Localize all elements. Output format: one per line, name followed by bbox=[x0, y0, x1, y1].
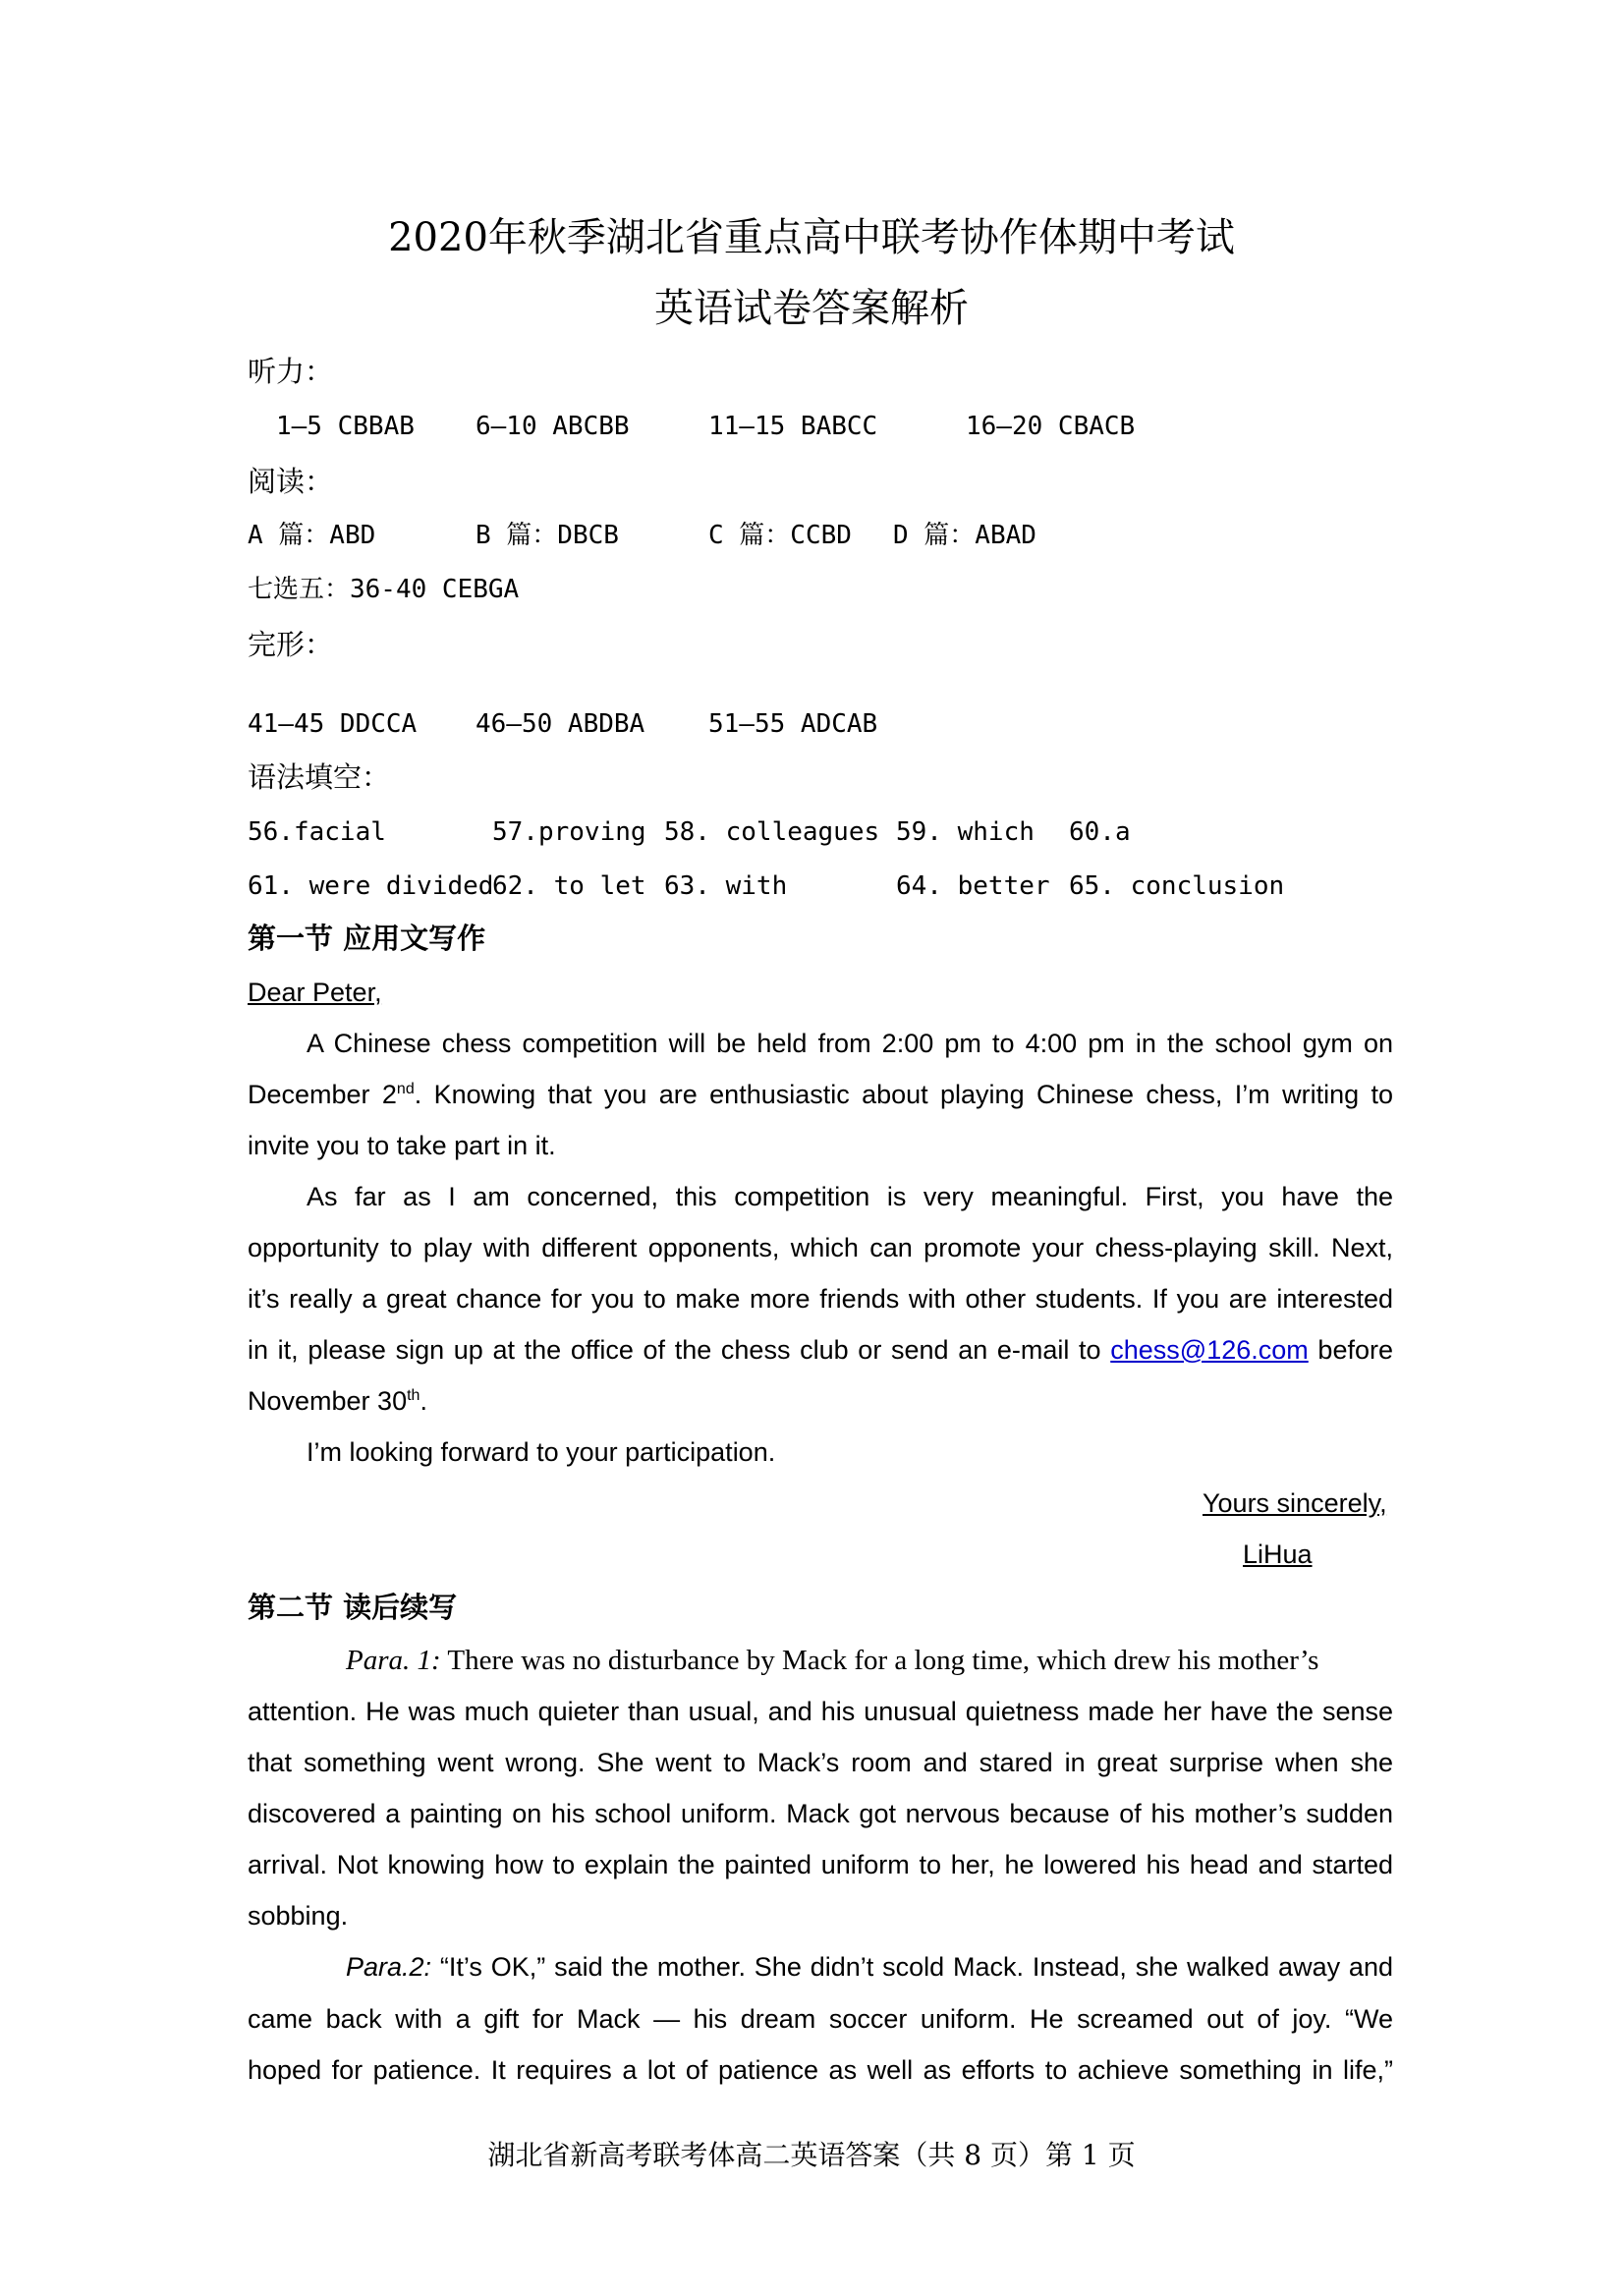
letter-closing: Yours sincerely, bbox=[1203, 1488, 1387, 1518]
essay-line: attention. He was much quieter than usual, and his unusual quietness made her have the sense bbox=[248, 1697, 1393, 1726]
essay-line: that something went wrong. She went to Mack’s room and stared in great surprise when she bbox=[248, 1748, 1393, 1777]
letter-line: November 30th. bbox=[248, 1386, 427, 1416]
para1-first-line: Para. 1: There was no disturbance by Mack for a long time, which drew his mother’s bbox=[346, 1645, 1319, 1676]
para2-first-line: Para.2: “It’s OK,” said the mother. She didn’t scold Mack. Instead, she walked away and bbox=[346, 1952, 1393, 1982]
page-subtitle: 英语试卷答案解析 bbox=[654, 286, 969, 331]
grammar-answer: 56.facial bbox=[248, 817, 386, 847]
answer-group: 51—55 ADCAB bbox=[708, 709, 878, 739]
grammar-answer: 62. to let bbox=[492, 871, 646, 901]
letter-line: I’m looking forward to your participation. bbox=[307, 1437, 776, 1467]
letter-line: opportunity to play with different opponents, which can promote your chess-playing skill. Next, bbox=[248, 1233, 1393, 1262]
answer-group: A 篇：ABD bbox=[248, 521, 376, 550]
seven-choose-five: 七选五：36-40 CEBGA bbox=[248, 575, 520, 604]
answer-group: D 篇：ABAD bbox=[893, 521, 1036, 550]
grammar-answer: 65. conclusion bbox=[1069, 871, 1285, 901]
grammar-answer: 58. colleagues bbox=[664, 817, 880, 847]
letter-line: invite you to take part in it. bbox=[248, 1131, 556, 1160]
letter-line: in it, please sign up at the office of the chess club or send an e-mail to chess@126.com before bbox=[248, 1335, 1393, 1365]
essay-line: hoped for patience. It requires a lot of patience as well as efforts to achieve something in life,” bbox=[248, 2055, 1393, 2085]
grammar-answer: 60.a bbox=[1069, 817, 1131, 847]
answer-group: 16—20 CBACB bbox=[966, 412, 1136, 441]
essay-line: arrival. Not knowing how to explain the painted uniform to her, he lowered his head and started bbox=[248, 1850, 1393, 1879]
letter-line: December 2nd. Knowing that you are enthusiastic about playing Chinese chess, I’m writing to bbox=[248, 1080, 1393, 1109]
cloze-answers bbox=[0, 704, 1623, 744]
answer-group: C 篇：CCBD bbox=[708, 521, 852, 550]
reading-heading: 阅读： bbox=[248, 465, 334, 498]
page-title: 2020年秋季湖北省重点高中联考协作体期中考试 bbox=[388, 215, 1235, 260]
writing2-heading: 第二节 读后续写 bbox=[248, 1591, 458, 1624]
essay-line: discovered a painting on his school uniform. Mack got nervous because of his mother’s sudden bbox=[248, 1799, 1393, 1828]
grammar-heading: 语法填空： bbox=[248, 760, 391, 794]
grammar-answer: 57.proving bbox=[492, 817, 646, 847]
writing1-heading: 第一节 应用文写作 bbox=[248, 922, 486, 955]
para-label: Para.2: bbox=[346, 1952, 432, 1982]
answer-group: 41—45 DDCCA bbox=[248, 709, 418, 739]
essay-line: came back with a gift for Mack — his dream soccer uniform. He screamed out of joy. “We bbox=[248, 2004, 1393, 2034]
reading-answers bbox=[0, 516, 1623, 555]
letter-line: A Chinese chess competition will be held from 2:00 pm to 4:00 pm in the school gym on bbox=[307, 1029, 1393, 1058]
answer-group: 1—5 CBBAB bbox=[276, 412, 415, 441]
letter-line: it’s really a great chance for you to make more friends with other students. If you are interested bbox=[248, 1284, 1393, 1314]
listening-heading: 听力： bbox=[248, 355, 334, 388]
para-label: Para. 1: bbox=[346, 1645, 441, 1676]
answer-group: 6—10 ABCBB bbox=[476, 412, 630, 441]
grammar-row-1 bbox=[0, 812, 1623, 852]
page-footer: 湖北省新高考联考体高二英语答案（共 8 页）第 1 页 bbox=[487, 2139, 1136, 2171]
listening-answers bbox=[0, 407, 1623, 446]
cloze-heading: 完形： bbox=[248, 628, 334, 661]
answer-group: 46—50 ABDBA bbox=[476, 709, 645, 739]
grammar-answer: 64. better bbox=[896, 871, 1050, 901]
letter-signature: LiHua bbox=[1243, 1540, 1313, 1569]
grammar-answer: 61. were divided bbox=[248, 871, 494, 901]
grammar-answer: 59. which bbox=[896, 817, 1035, 847]
answer-group: B 篇：DBCB bbox=[476, 521, 619, 550]
email-link[interactable]: chess@126.com bbox=[1110, 1335, 1309, 1365]
grammar-answer: 63. with bbox=[664, 871, 788, 901]
essay-line: sobbing. bbox=[248, 1901, 349, 1931]
answer-group: 11—15 BABCC bbox=[708, 412, 878, 441]
letter-salutation: Dear Peter, bbox=[248, 978, 382, 1007]
grammar-row-2 bbox=[0, 867, 1623, 906]
letter-line: As far as I am concerned, this competition is very meaningful. First, you have the bbox=[307, 1182, 1393, 1211]
